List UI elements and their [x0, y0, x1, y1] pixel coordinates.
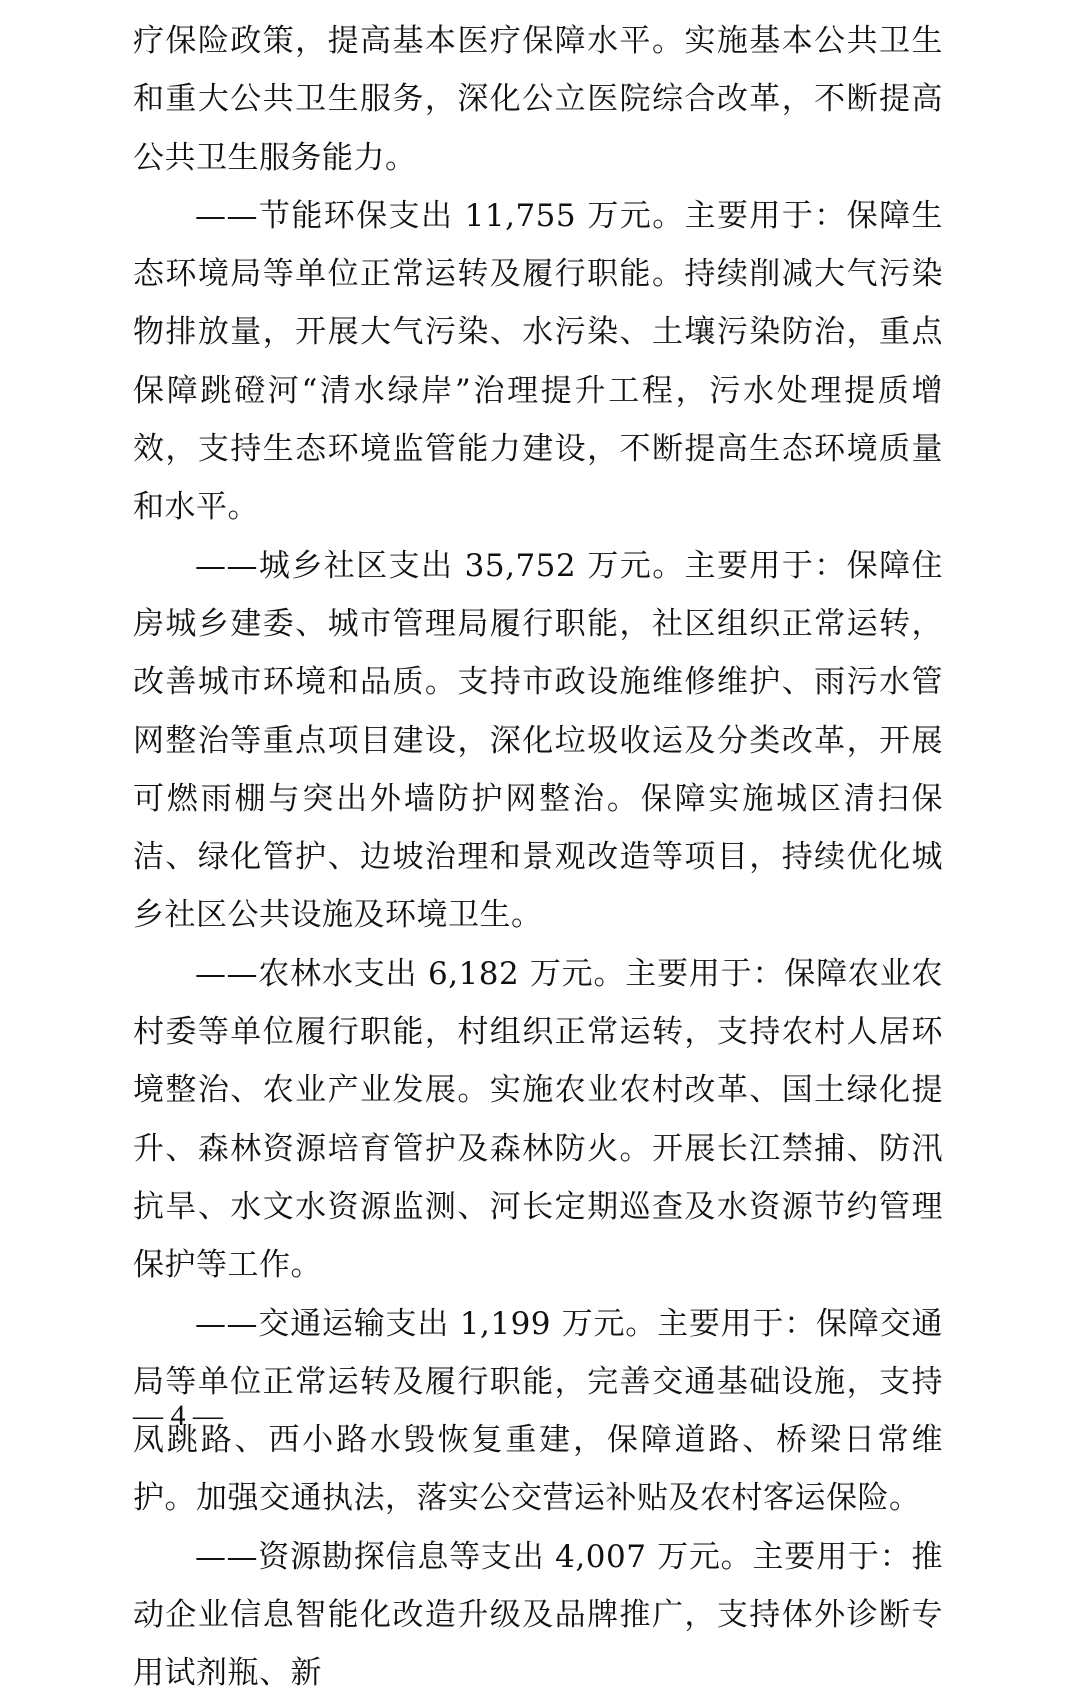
- paragraph-agriculture-forestry-water: ——农林水支出 6,182 万元。主要用于：保障农业农村委等单位履行职能，村组织正常运转，支持农村人居环境整治、农业产业发展。实施农业农村改革、国土绿化提升、森林资源培育管护及森林防火。开展长江禁捕、防汛抗旱、水文水资源监测、河长定期巡查及水资源节约管理保护等工作。: [133, 955, 943, 1284]
- paragraph-continuation: 疗保险政策，提高基本医疗保障水平。实施基本公共卫生和重大公共卫生服务，深化公立医院综合改革，不断提高公共卫生服务能力。: [133, 23, 943, 176]
- paragraph-energy-environment: ——节能环保支出 11,755 万元。主要用于：保障生态环境局等单位正常运转及履行职能。持续削减大气污染物排放量，开展大气污染、水污染、土壤污染防治，重点保障跳磴河“清水绿岸”治理提升工程，污水处理提质增效，支持生态环境监管能力建设，不断提高生态环境质量和水平。: [133, 197, 943, 526]
- paragraph-transportation: ——交通运输支出 1,199 万元。主要用于：保障交通局等单位正常运转及履行职能，完善交通基础设施，支持凤跳路、西小路水毁恢复重建，保障道路、桥梁日常维护。加强交通执法，落实公交营运补贴及农村客运保险。: [133, 1305, 943, 1517]
- page-number: — 4 —: [133, 1399, 223, 1432]
- paragraph-urban-rural-community: ——城乡社区支出 35,752 万元。主要用于：保障住房城乡建委、城市管理局履行职能，社区组织正常运转，改善城市环境和品质。支持市政设施维修维护、雨污水管网整治等重点项目建设，深化垃圾收运及分类改革，开展可燃雨棚与突出外墙防护网整治。保障实施城区清扫保洁、绿化管护、边坡治理和景观改造等项目，持续优化城乡社区公共设施及环境卫生。: [133, 547, 943, 934]
- body-text: [133, 12, 943, 1703]
- paragraph-resource-exploration: ——资源勘探信息等支出 4,007 万元。主要用于：推动企业信息智能化改造升级及品牌推广，支持体外诊断专用试剂瓶、新: [133, 1538, 943, 1692]
